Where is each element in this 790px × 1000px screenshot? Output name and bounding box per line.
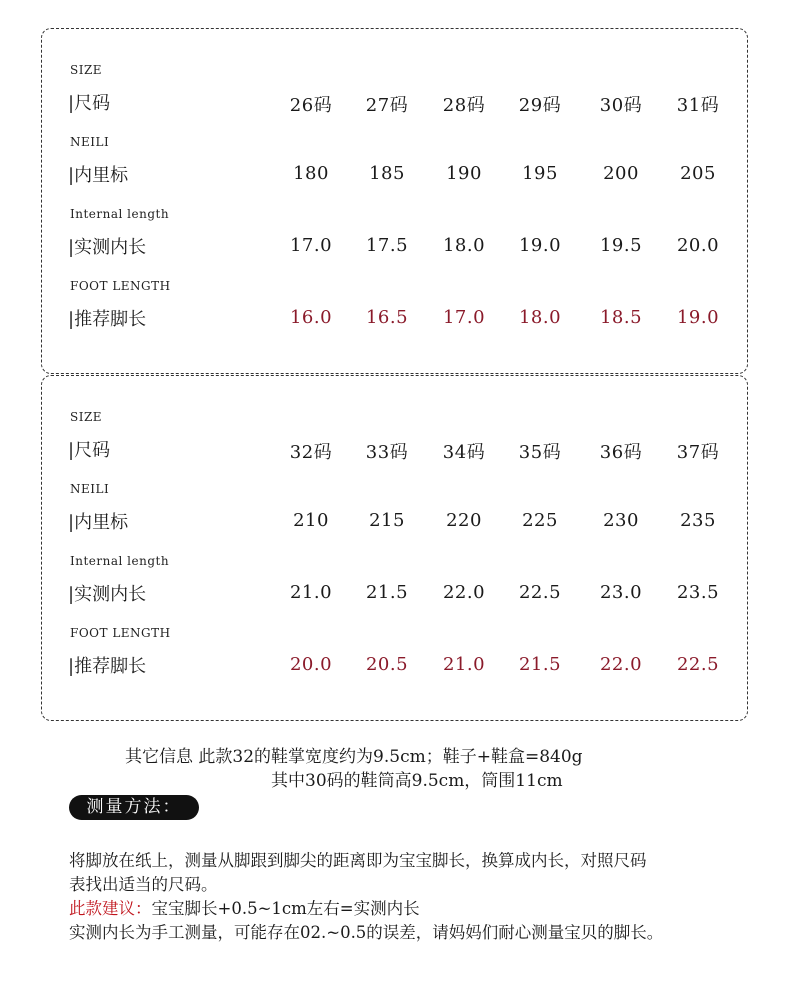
table-cell: 22.0 (442, 582, 486, 603)
other-info-line-1: 其它信息 此款32的鞋掌宽度约为9.5cm；鞋子+鞋盒=840g (125, 747, 583, 767)
row-label-en: SIZE (70, 63, 103, 77)
row-label-cn: |内里标 (68, 165, 129, 186)
row-label-en: FOOT LENGTH (70, 279, 171, 293)
table-cell: 18.0 (518, 307, 562, 328)
table-cell: 23.0 (599, 582, 643, 603)
table-cell: 185 (369, 163, 405, 184)
row-label-cn: |推荐脚长 (68, 656, 147, 677)
table-cell: 29码 (518, 95, 562, 116)
table-cell: 36码 (599, 442, 643, 463)
table-cell: 22.5 (676, 654, 720, 675)
table-cell: 16.5 (365, 307, 409, 328)
table-row (42, 554, 747, 614)
table-cell: 22.0 (599, 654, 643, 675)
suggestion-text: 宝宝脚长+0.5~1cm左右=实测内长 (151, 899, 420, 918)
table-cell: 20.0 (289, 654, 333, 675)
suggestion-label: 此款建议： (69, 899, 152, 918)
table-cell: 220 (446, 510, 482, 531)
table-cell: 205 (680, 163, 716, 184)
table-cell: 22.5 (518, 582, 562, 603)
table-cell: 35码 (518, 442, 562, 463)
table-cell: 32码 (289, 442, 333, 463)
table-cell: 28码 (442, 95, 486, 116)
suggestion-line (69, 895, 420, 919)
table-cell: 19.0 (676, 307, 720, 328)
size-table-2 (41, 375, 748, 721)
table-cell: 18.0 (442, 235, 486, 256)
table-cell: 21.5 (365, 582, 409, 603)
row-label-en: Internal length (70, 207, 170, 221)
table-row (42, 410, 747, 470)
table-cell: 34码 (442, 442, 486, 463)
table-cell: 225 (522, 510, 558, 531)
row-label-en: Internal length (70, 554, 170, 568)
table-cell: 230 (603, 510, 639, 531)
table-cell: 19.0 (518, 235, 562, 256)
table-cell: 19.5 (599, 235, 643, 256)
measurement-note: 实测内长为手工测量，可能存在02.~0.5的误差，请妈妈们耐心测量宝贝的脚长。 (69, 923, 664, 942)
row-label-en: NEILI (70, 135, 110, 149)
table-cell: 30码 (599, 95, 643, 116)
row-label-cn: |实测内长 (68, 237, 147, 258)
table-row (42, 626, 747, 686)
table-cell: 200 (603, 163, 639, 184)
table-cell: 33码 (365, 442, 409, 463)
table-cell: 21.5 (518, 654, 562, 675)
measure-instructions-line-1: 将脚放在纸上，测量从脚跟到脚尖的距离即为宝宝脚长，换算成内长，对照尺码 (69, 851, 647, 870)
table-cell: 16.0 (289, 307, 333, 328)
table-cell: 21.0 (289, 582, 333, 603)
table-cell: 215 (369, 510, 405, 531)
table-cell: 20.0 (676, 235, 720, 256)
table-row (42, 135, 747, 195)
row-label-en: FOOT LENGTH (70, 626, 171, 640)
table-row (42, 279, 747, 339)
table-cell: 17.0 (289, 235, 333, 256)
table-cell: 235 (680, 510, 716, 531)
table-cell: 26码 (289, 95, 333, 116)
table-cell: 17.5 (365, 235, 409, 256)
other-info-line-2: 其中30码的鞋筒高9.5cm，筒围11cm (271, 771, 563, 791)
table-row (42, 63, 747, 123)
row-label-cn: |内里标 (68, 512, 129, 533)
table-cell: 18.5 (599, 307, 643, 328)
row-label-cn: |尺码 (68, 93, 111, 114)
table-cell: 37码 (676, 442, 720, 463)
table-cell: 17.0 (442, 307, 486, 328)
measure-method-title: 测量方法： (69, 795, 199, 820)
size-table-1 (41, 28, 748, 374)
table-cell: 21.0 (442, 654, 486, 675)
table-cell: 190 (446, 163, 482, 184)
table-cell: 180 (293, 163, 329, 184)
table-cell: 20.5 (365, 654, 409, 675)
table-cell: 210 (293, 510, 329, 531)
table-row (42, 207, 747, 267)
row-label-cn: |尺码 (68, 440, 111, 461)
table-cell: 195 (522, 163, 558, 184)
row-label-en: SIZE (70, 410, 103, 424)
table-row (42, 482, 747, 542)
measure-instructions-line-2: 表找出适当的尺码。 (69, 875, 218, 894)
row-label-cn: |推荐脚长 (68, 309, 147, 330)
table-cell: 23.5 (676, 582, 720, 603)
table-cell: 27码 (365, 95, 409, 116)
row-label-cn: |实测内长 (68, 584, 147, 605)
table-cell: 31码 (676, 95, 720, 116)
row-label-en: NEILI (70, 482, 110, 496)
